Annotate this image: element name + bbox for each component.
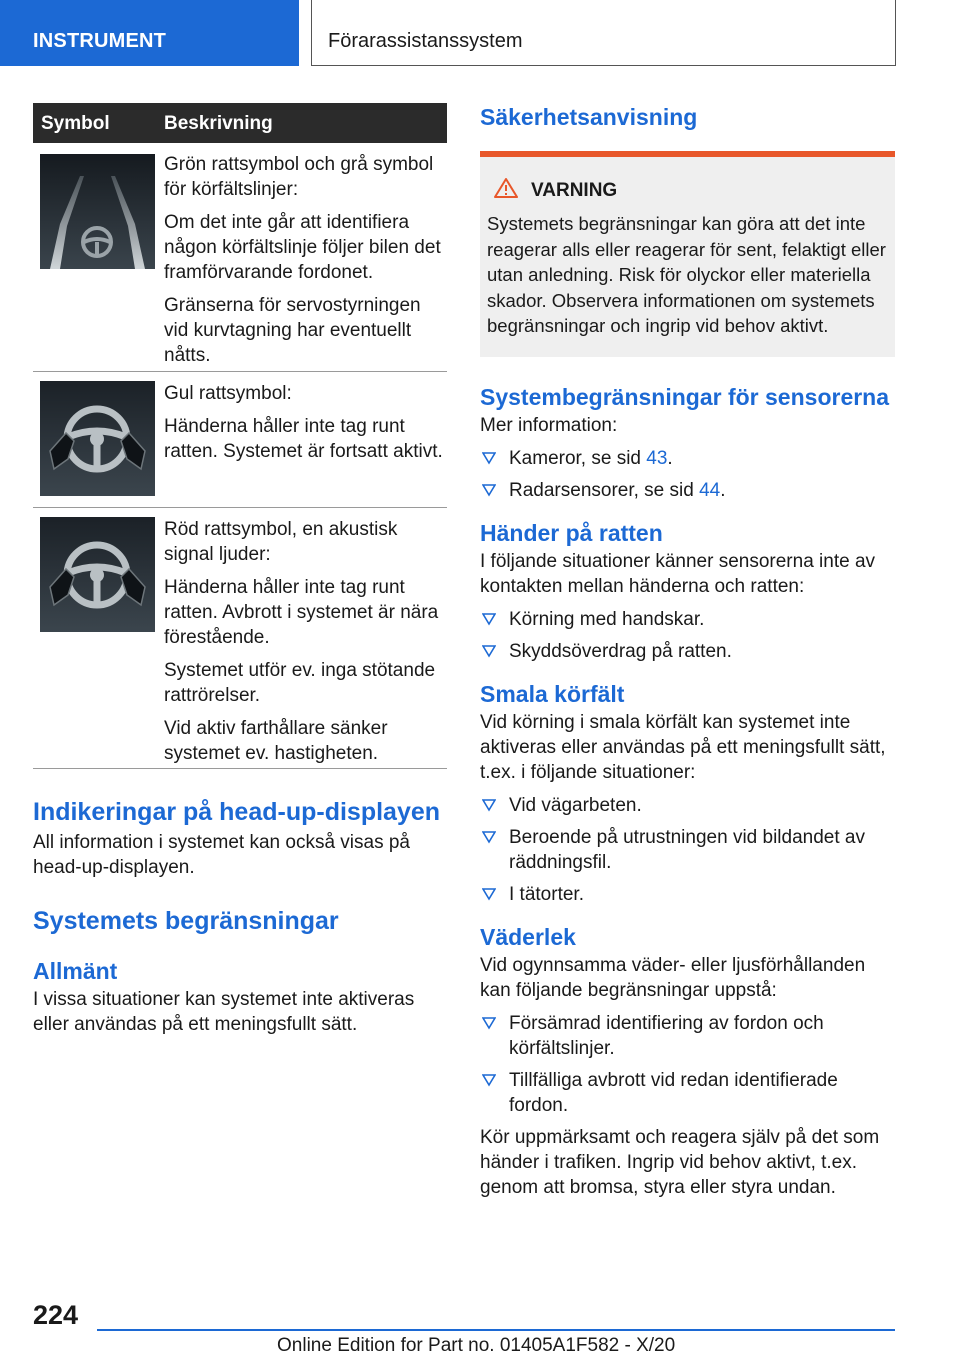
limits-heading: Systemets begränsningar (33, 907, 339, 935)
safety-heading: Säkerhetsanvisning (480, 104, 698, 130)
chapter-title: Förarassistanssystem (328, 30, 523, 52)
page-header (0, 0, 960, 66)
row-text: Gul rattsymbol: (164, 383, 292, 404)
hands-list (480, 607, 895, 664)
warning-title (487, 177, 887, 205)
hud-heading: Indikeringar på head-up-displayen (33, 798, 441, 826)
list-item (480, 639, 895, 664)
warning-label: VARNING (531, 180, 618, 201)
list-item-text: Körning med handskar. (509, 608, 705, 630)
row-text: Vid aktiv farthållare sänker systemet ev. hastigheten. (164, 718, 388, 764)
list-item (480, 825, 895, 875)
list-item (480, 1068, 895, 1118)
column-header-symbol: Symbol (41, 113, 110, 134)
list-item-end: . (720, 479, 726, 501)
bullet-triangle-icon (482, 797, 496, 813)
list-item-text: Försämrad identifiering av fordon och körfältslinjer. (509, 1012, 824, 1059)
list-item (480, 446, 895, 471)
section-tab[interactable] (0, 0, 299, 66)
row-text: Händerna håller inte tag runt ratten. Systemet är fortsatt aktivt. (164, 416, 443, 462)
closing-text: Kör uppmärksamt och reagera själv på det som händer i trafiken. Ingrip vid behov aktivt, t.ex. genom att bromsa, styra eller styra undan. (480, 1126, 880, 1198)
bullet-triangle-icon (482, 1015, 496, 1031)
bullet-triangle-icon (482, 450, 496, 466)
bullet-triangle-icon (482, 886, 496, 902)
sensor-list (480, 446, 895, 503)
warning-text: Systemets begränsningar kan göra att det inte reagerar alls eller reagerar för sent, felaktigt eller utan anledning. Risk för olyckor eller materiella skador. Observera informationen om systemets begränsningar och ingrip vid behov aktivt. (487, 213, 886, 336)
table-row (33, 372, 447, 508)
bullet-triangle-icon (482, 611, 496, 627)
chapter-title-box (311, 0, 896, 66)
page-number: 224 (33, 1300, 79, 1330)
sensor-intro: Mer information: (480, 414, 618, 436)
general-heading: Allmänt (33, 958, 118, 984)
list-item-text: Radarsensorer, se sid (509, 479, 700, 501)
row-description (164, 143, 447, 390)
page-link[interactable]: 43 (646, 447, 668, 469)
weather-list (480, 1011, 895, 1118)
list-item-text: I tätorter. (509, 883, 584, 905)
list-item (480, 1011, 895, 1061)
general-text: I vissa situationer kan systemet inte aktiveras eller användas på ett meningsfullt sätt. (33, 989, 415, 1035)
page-link[interactable]: 44 (699, 479, 721, 501)
bullet-triangle-icon (482, 482, 496, 498)
row-text: Gränserna för servostyrningen vid kurvtagning har eventuellt nåtts. (164, 295, 421, 366)
row-text: Om det inte går att identifiera någon körfältslinje följer bilen det framförvarande fordonet. (164, 212, 441, 283)
list-item (480, 478, 895, 503)
footer-rule (97, 1329, 895, 1331)
list-item (480, 793, 895, 818)
steering-wheel-lanes-icon (40, 154, 155, 269)
warning-box (480, 157, 895, 357)
list-item (480, 882, 895, 907)
row-text: Röd rattsymbol, en akustisk signal ljuder: (164, 519, 398, 565)
hands-intro: I följande situationer känner sensorerna inte av kontakten mellan händerna och ratten: (480, 550, 876, 597)
hands-off-steering-wheel-red-icon (40, 517, 155, 632)
table-header (33, 103, 447, 143)
warning-triangle-icon (493, 177, 519, 205)
edition-footer: Online Edition for Part no. 01405A1F582 - X/20 (277, 1335, 676, 1356)
table-row (33, 508, 447, 769)
row-description (164, 508, 447, 788)
list-item-text: Skyddsöverdrag på ratten. (509, 640, 732, 662)
left-column (33, 103, 447, 1037)
list-item-text: Tillfälliga avbrott vid redan identifierade fordon. (509, 1069, 838, 1116)
row-description (164, 372, 447, 486)
list-item-text: Kameror, se sid (509, 447, 647, 469)
hands-off-steering-wheel-icon (40, 381, 155, 496)
hands-heading: Händer på ratten (480, 519, 663, 546)
bullet-triangle-icon (482, 829, 496, 845)
right-column (480, 103, 895, 1200)
hud-text: All information i systemet kan också visas på head-up-displayen. (33, 832, 410, 878)
list-item-text: Vid vägarbeten. (509, 794, 642, 816)
narrow-intro: Vid körning i smala körfält kan systemet inte aktiveras eller användas på ett meningsfullt sätt, t.ex. i följande situationer: (480, 711, 886, 783)
bullet-triangle-icon (482, 1072, 496, 1088)
list-item (480, 607, 895, 632)
narrow-list (480, 793, 895, 907)
section-tab-label: INSTRUMENT (33, 30, 167, 52)
bullet-triangle-icon (482, 643, 496, 659)
table-row (33, 143, 447, 372)
narrow-heading: Smala körfält (480, 680, 625, 707)
row-text: Händerna håller inte tag runt ratten. Avbrott i systemet är nära förestående. (164, 577, 439, 648)
sensor-heading: Systembegränsningar för sensorerna (480, 383, 890, 410)
column-header-description: Beskrivning (164, 113, 273, 134)
list-item-text: Beroende på utrustningen vid bildandet av räddningsfil. (509, 826, 865, 873)
row-text: Systemet utför ev. inga stötande rattrörelser. (164, 660, 436, 706)
row-text: Grön rattsymbol och grå symbol för körfältslinjer: (164, 154, 434, 200)
weather-intro: Vid ogynnsamma väder- eller ljusförhållanden kan följande begränsningar uppstå: (480, 954, 866, 1001)
list-item-end: . (667, 447, 673, 469)
weather-heading: Väderlek (480, 923, 576, 950)
